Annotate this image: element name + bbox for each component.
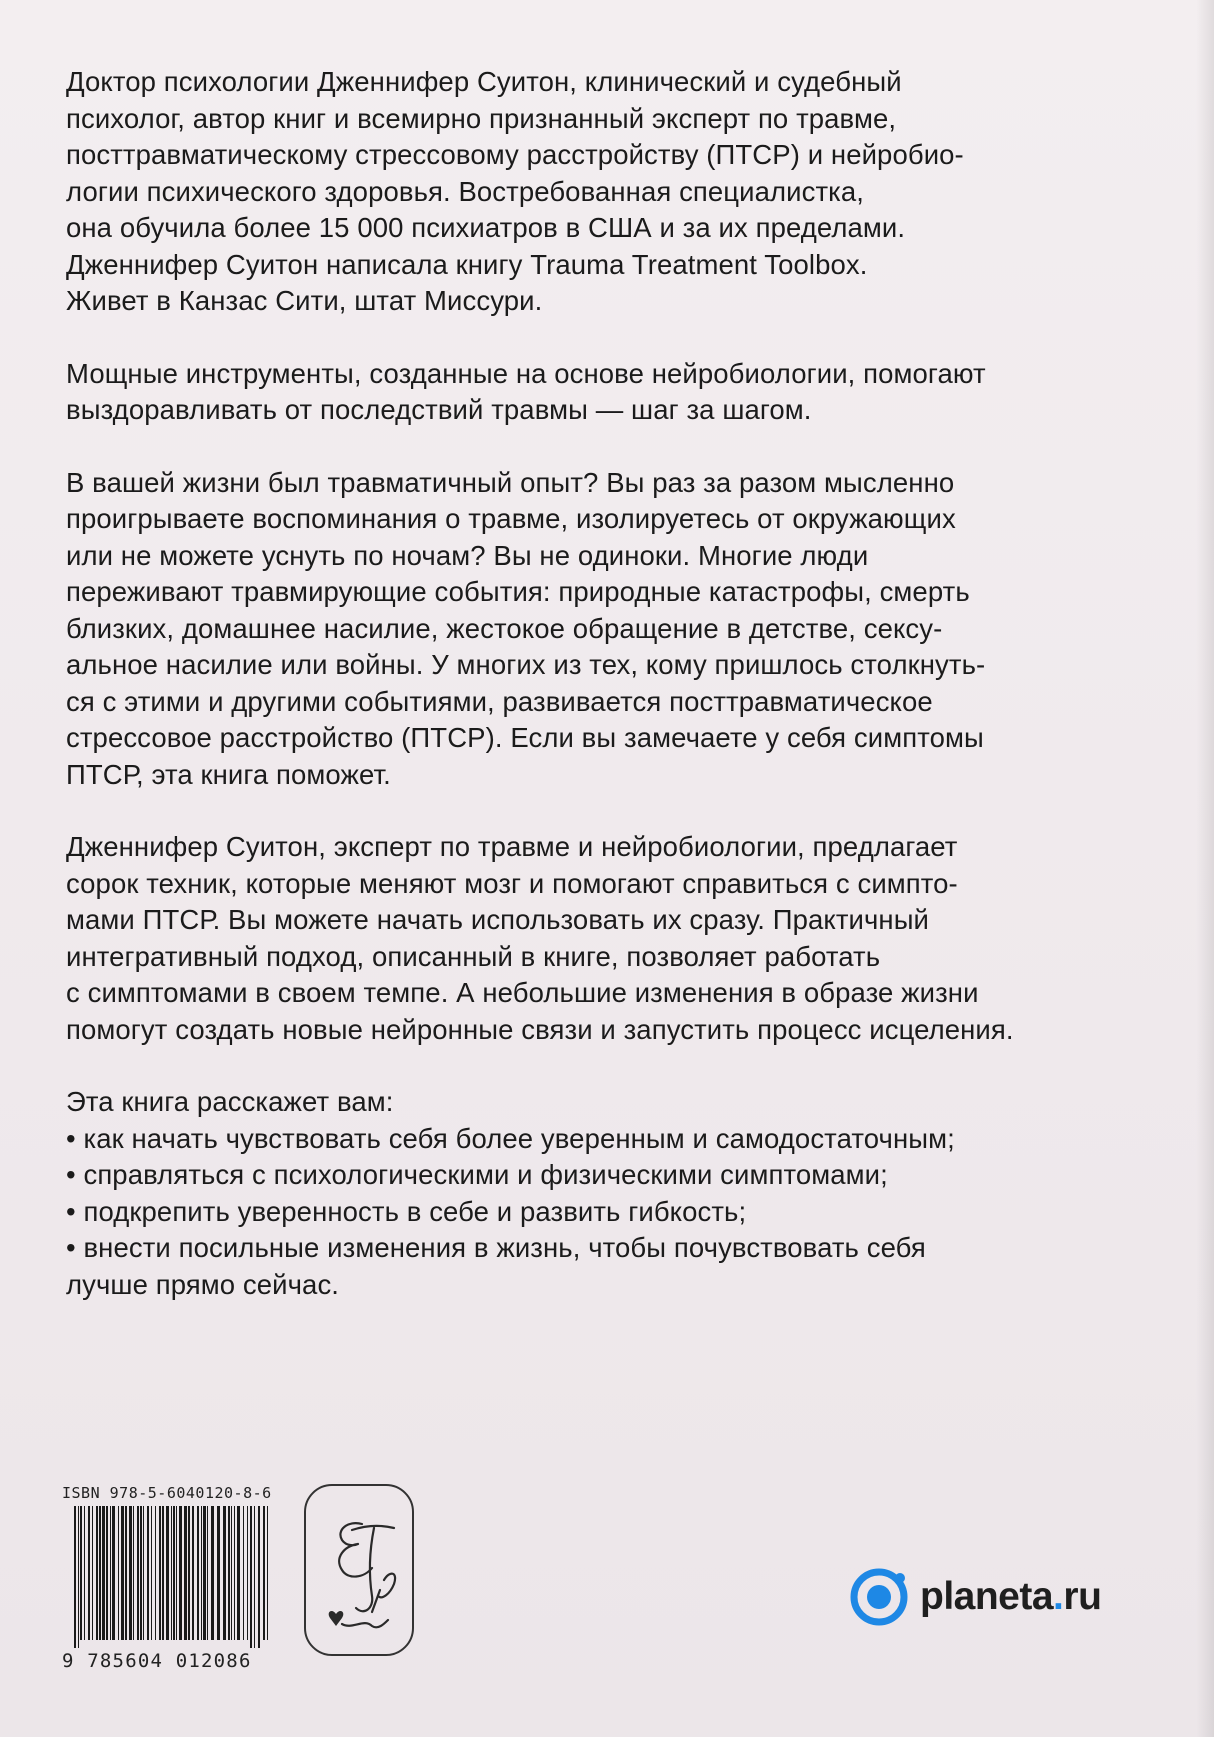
paragraph-line: помогут создать новые нейронные связи и запустить процесс исцеления. — [66, 1013, 1014, 1045]
barcode-icon — [66, 1506, 278, 1648]
sponsor-logo — [848, 1562, 1101, 1632]
cover-edge-shadow — [1196, 0, 1214, 1737]
paragraph-line: посттравматическому стрессовому расстройству (ПТСР) и нейробио- — [66, 139, 964, 170]
paragraph-4 — [66, 829, 1146, 1048]
paragraph-line: интегративный подход, описанный в книге, позволяет работать — [66, 940, 881, 972]
sponsor-name: planeta.ru — [920, 1575, 1102, 1618]
paragraph-line: стрессовое расстройство (ПТСР). Если вы замечаете у себя симптомы — [66, 722, 984, 753]
bullet-item: лучше прямо сейчас. — [66, 1268, 340, 1300]
paragraph-line: переживают травмирующие события: природные катастрофы, смерть — [66, 576, 970, 607]
publisher-badge — [304, 1484, 414, 1656]
paragraph-line: Доктор психологии Дженнифер Суитон, клинический и судебный — [66, 66, 902, 97]
description-text-block — [66, 64, 1146, 1303]
bullet-item: • как начать чувствовать себя более уверенным и самодостаточным; — [66, 1122, 955, 1154]
et-monogram-logo — [312, 1500, 408, 1642]
isbn-label: ISBN 978-5-6040120-8-6 — [62, 1484, 272, 1502]
bullet-item: • справляться с психологическими и физическими симптомами; — [66, 1159, 888, 1190]
paragraph-line: проигрываете воспоминания о травме, изолируетесь от окружающих — [66, 503, 956, 534]
paragraph-line: или не можете уснуть по ночам? Вы не одиноки. Многие люди — [66, 539, 869, 571]
paragraph-line: Дженнифер Суитон, эксперт по травме и нейробиологии, предлагает — [66, 831, 958, 862]
bullet-item: • внести посильные изменения в жизнь, чтобы почувствовать себя — [66, 1232, 926, 1263]
bullet-intro: Эта книга расскажет вам: — [66, 1086, 394, 1117]
paragraph-line: Дженнифер Суитон написала книгу Trauma Treatment Toolbox. — [66, 248, 868, 280]
paragraph-line: выздоравливать от последствий травмы — шаг за шагом. — [66, 394, 812, 425]
paragraph-line: логии психического здоровья. Востребованная специалистка, — [66, 175, 865, 207]
paragraph-line: альное насилие или войны. У многих из тех, кому пришлось столкнуть- — [66, 649, 986, 680]
paragraph-line: ся с этими и другими событиями, развивается посттравматическое — [66, 685, 933, 717]
paragraph-line: Живет в Канзас Сити, штат Миссури. — [66, 285, 543, 316]
bullet-item: • подкрепить уверенность в себе и развить гибкость; — [66, 1195, 747, 1227]
paragraph-line: близких, домашнее насилие, жестокое обращение в детстве, сексу- — [66, 612, 943, 644]
planeta-ring-icon — [848, 1566, 910, 1628]
paragraph-1 — [66, 64, 1146, 320]
paragraph-line: психолог, автор книг и всемирно признанный эксперт по травме, — [66, 102, 897, 134]
paragraph-2 — [66, 356, 1146, 429]
paragraph-line: сорок техник, которые меняют мозг и помогают справиться с симпто- — [66, 867, 958, 899]
paragraph-line: она обучила более 15 000 психиатров в США и за их пределами. — [66, 212, 906, 243]
bullet-section — [66, 1084, 1146, 1303]
barcode-digits: 9 785604 012086 — [62, 1650, 252, 1672]
paragraph-line: В вашей жизни был травматичный опыт? Вы раз за разом мысленно — [66, 466, 955, 498]
paragraph-line: ПТСР, эта книга поможет. — [66, 758, 391, 790]
paragraph-3 — [66, 465, 1146, 794]
isbn-barcode-area — [62, 1484, 282, 1674]
paragraph-line: Мощные инструменты, созданные на основе нейробиологии, помогают — [66, 357, 986, 389]
paragraph-line: с симптомами в своем темпе. А небольшие изменения в образе жизни — [66, 977, 979, 1008]
paragraph-line: мами ПТСР. Вы можете начать использовать их сразу. Практичный — [66, 904, 930, 935]
